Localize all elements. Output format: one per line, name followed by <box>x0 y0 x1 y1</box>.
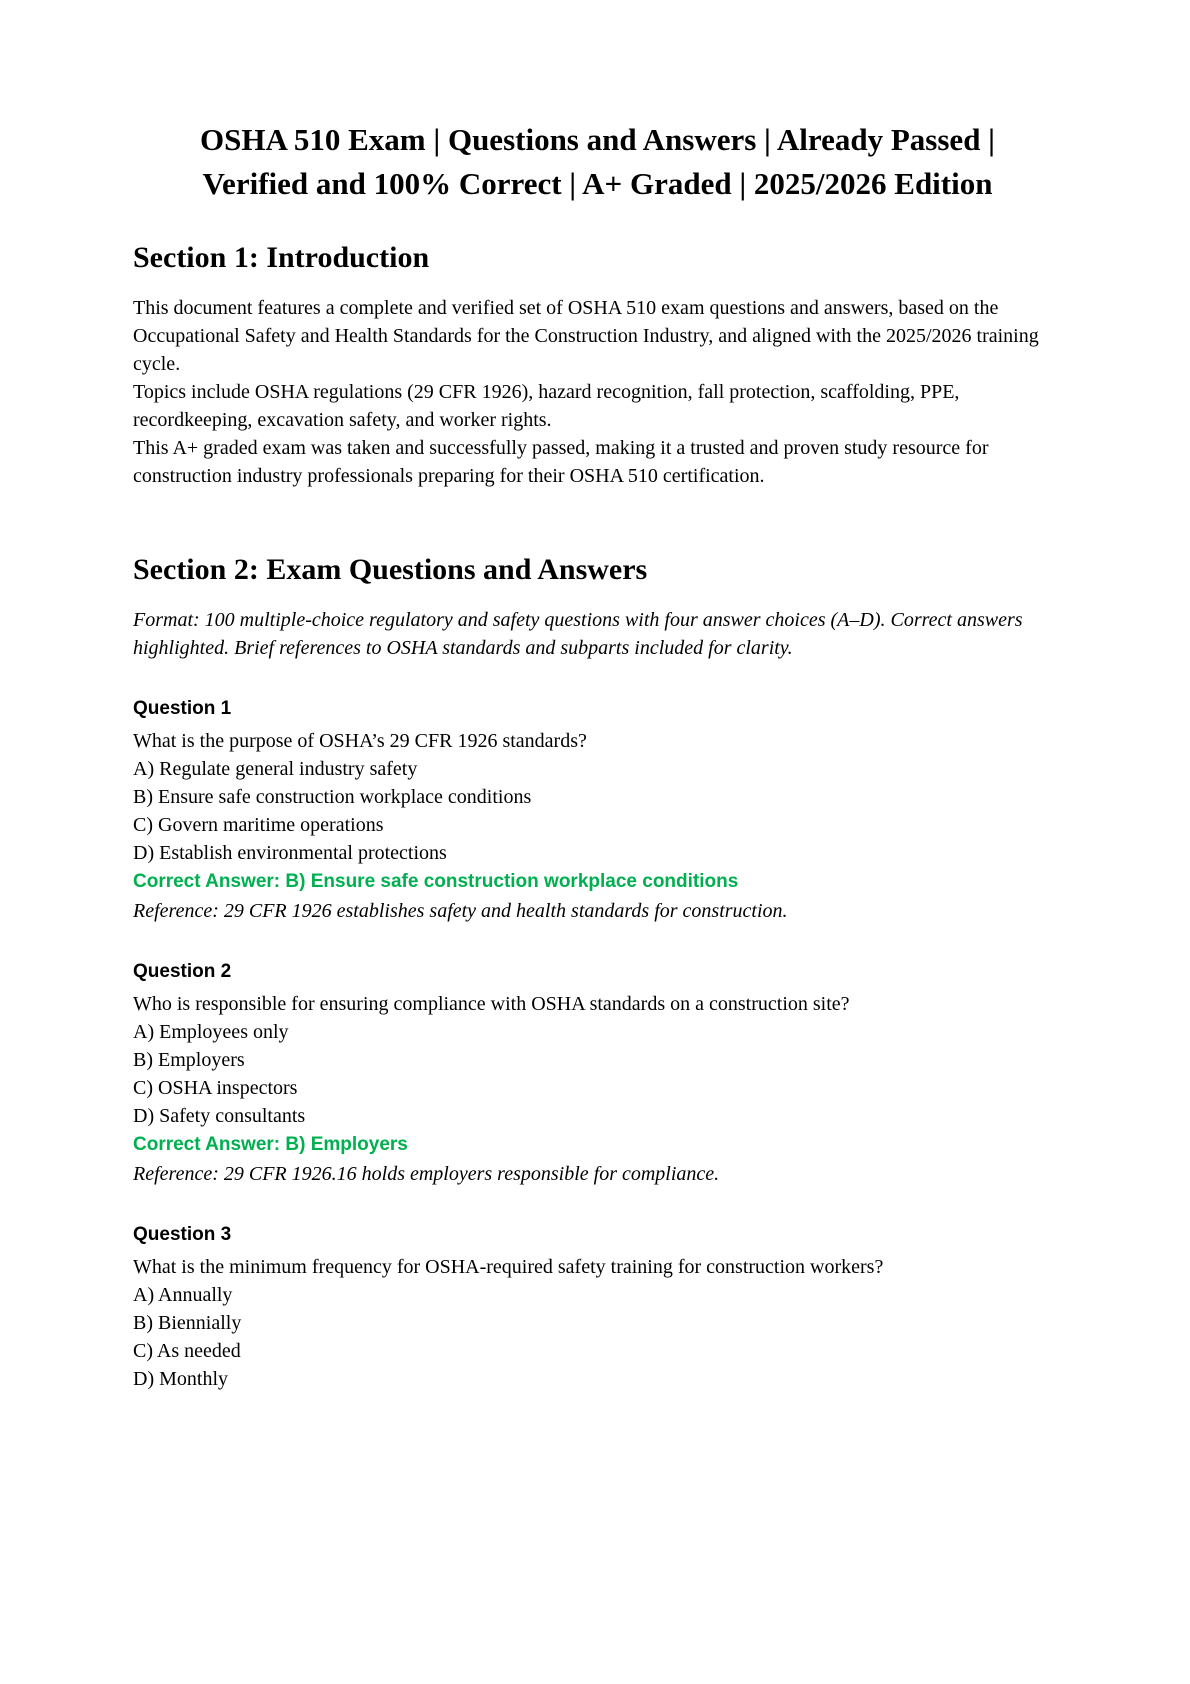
question-2-choice-a: A) Employees only <box>133 1020 289 1043</box>
question-3-choice-c: C) As needed <box>133 1340 241 1362</box>
section-2-body <box>133 606 1062 1393</box>
question-3-label: Question 3 <box>133 1224 232 1246</box>
intro-paragraph-2: Topics include OSHA regulations (29 CFR 1926), hazard recognition, fall protection, scaffolding, PPE, recordkeeping, excavation safety, and worker rights. <box>133 381 960 432</box>
question-block-2 <box>133 959 1062 1188</box>
question-2-reference: Reference: 29 CFR 1926.16 holds employers responsible for compliance. <box>133 1163 720 1186</box>
question-block-1 <box>133 696 1062 925</box>
question-2-label: Question 2 <box>133 961 232 983</box>
question-2-correct-answer: Correct Answer: B) Employers <box>133 1133 408 1155</box>
question-1-text: What is the purpose of OSHA’s 29 CFR 1926 standards? <box>133 729 587 752</box>
question-1-reference: Reference: 29 CFR 1926 establishes safety and health standards for construction. <box>133 900 788 923</box>
question-1-choice-c: C) Govern maritime operations <box>133 813 384 836</box>
question-2-text: Who is responsible for ensuring compliance with OSHA standards on a construction site? <box>133 992 850 1015</box>
format-note: Format: 100 multiple-choice regulatory and safety questions with four answer choices (A–D). Correct answers highlighted. Brief references to OSHA standards and subparts included for clarity. <box>133 609 1023 660</box>
document-title: OSHA 510 Exam | Questions and Answers | Already Passed | Verified and 100% Correct | A+ Graded | 2025/2026 Edition <box>199 122 996 202</box>
question-1-correct-answer: Correct Answer: B) Ensure safe construction workplace conditions <box>133 870 739 892</box>
section-1-heading: Section 1: Introduction <box>133 241 430 275</box>
question-3-text: What is the minimum frequency for OSHA-required safety training for construction workers? <box>133 1256 884 1278</box>
question-2-choice-c: C) OSHA inspectors <box>133 1076 298 1099</box>
question-1-choice-d: D) Establish environmental protections <box>133 841 447 864</box>
question-3-choice-a: A) Annually <box>133 1284 233 1306</box>
intro-paragraph-3: This A+ graded exam was taken and successfully passed, making it a trusted and proven study resource for construction industry professionals preparing for their OSHA 510 certification. <box>133 437 989 488</box>
question-1-choice-a: A) Regulate general industry safety <box>133 757 418 780</box>
question-3-choice-d: D) Monthly <box>133 1368 228 1390</box>
question-block-3 <box>133 1222 1062 1393</box>
question-1-choice-b: B) Ensure safe construction workplace conditions <box>133 785 532 808</box>
question-3-choice-b: B) Biennially <box>133 1312 242 1334</box>
question-2-choice-b: B) Employers <box>133 1048 245 1071</box>
question-2-choice-d: D) Safety consultants <box>133 1104 306 1127</box>
section-2-heading: Section 2: Exam Questions and Answers <box>133 553 648 587</box>
section-1-body <box>133 294 1062 490</box>
question-1-label: Question 1 <box>133 698 232 720</box>
intro-paragraph-1: This document features a complete and verified set of OSHA 510 exam questions and answers, based on the Occupational Safety and Health Standards for the Construction Industry, and aligned with the 2025/2026 training cycle. <box>133 297 1039 376</box>
